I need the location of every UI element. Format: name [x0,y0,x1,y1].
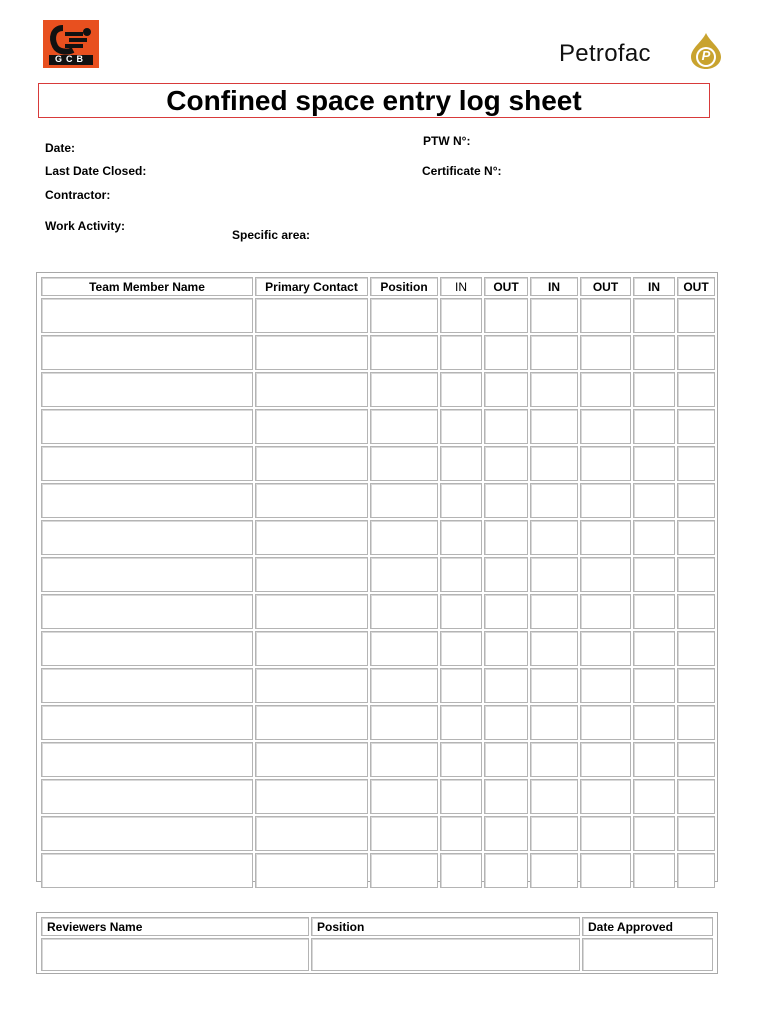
col-out-2: OUT [580,277,631,296]
table-row [41,520,715,555]
table-cell[interactable] [440,483,482,518]
table-cell[interactable] [255,446,368,481]
table-row [41,557,715,592]
table-cell[interactable] [580,668,631,703]
table-row [41,372,715,407]
table-row [41,483,715,518]
table-cell[interactable] [41,742,253,777]
table-cell[interactable] [633,446,675,481]
table-row [41,631,715,666]
table-cell[interactable] [677,335,715,370]
petrofac-mark-letter: P [701,48,711,63]
table-cell[interactable] [530,631,578,666]
col-in-1: IN [440,277,482,296]
table-cell[interactable] [530,298,578,333]
table-cell[interactable] [530,853,578,888]
table-cell[interactable] [311,938,580,971]
table-cell[interactable] [484,816,528,851]
table-cell[interactable] [530,779,578,814]
col-position: Position [370,277,438,296]
title-box [38,83,710,118]
table-cell[interactable] [41,372,253,407]
table-cell[interactable] [440,446,482,481]
table-cell[interactable] [633,779,675,814]
table-cell[interactable] [41,409,253,444]
table-cell[interactable] [41,557,253,592]
table-cell[interactable] [370,668,438,703]
table-cell[interactable] [370,446,438,481]
table-cell[interactable] [484,298,528,333]
table-cell[interactable] [580,483,631,518]
table-cell[interactable] [580,594,631,629]
table-cell[interactable] [484,631,528,666]
table-cell[interactable] [440,298,482,333]
table-cell[interactable] [633,742,675,777]
table-cell[interactable] [530,520,578,555]
table-cell[interactable] [580,631,631,666]
table-cell[interactable] [41,853,253,888]
gcb-logo [43,20,99,68]
table-cell[interactable] [633,520,675,555]
table-cell[interactable] [677,557,715,592]
table-row [41,668,715,703]
table-cell[interactable] [580,705,631,740]
entry-log-grid [39,275,717,890]
table-row [41,594,715,629]
table-cell[interactable] [580,409,631,444]
reviewer-header-row [41,917,713,936]
table-cell[interactable] [580,520,631,555]
table-cell[interactable] [370,298,438,333]
table-cell[interactable] [484,335,528,370]
col-team-member-name: Team Member Name [41,277,253,296]
table-cell[interactable] [370,520,438,555]
table-cell[interactable] [255,298,368,333]
table-cell[interactable] [255,668,368,703]
table-cell[interactable] [633,335,675,370]
table-cell[interactable] [41,816,253,851]
table-cell[interactable] [677,816,715,851]
entry-log-table [36,272,718,882]
work-activity-label: Work Activity: [45,219,126,233]
ptw-number-label: PTW N°: [423,134,471,148]
table-cell[interactable] [440,705,482,740]
table-cell[interactable] [484,594,528,629]
table-cell[interactable] [484,668,528,703]
certificate-number-label: Certificate N°: [422,164,502,178]
table-cell[interactable] [484,742,528,777]
table-cell[interactable] [484,520,528,555]
table-cell[interactable] [677,631,715,666]
table-cell[interactable] [41,298,253,333]
table-cell[interactable] [440,594,482,629]
table-cell[interactable] [530,409,578,444]
table-cell[interactable] [580,816,631,851]
table-cell[interactable] [370,816,438,851]
table-cell[interactable] [440,557,482,592]
col-out-3: OUT [677,277,715,296]
table-row [41,446,715,481]
date-label: Date: [45,141,76,155]
table-row [41,298,715,333]
table-cell[interactable] [580,557,631,592]
table-cell[interactable] [440,372,482,407]
table-cell[interactable] [370,853,438,888]
table-cell[interactable] [255,520,368,555]
petrofac-drop-icon [688,32,724,70]
table-row [41,409,715,444]
table-cell[interactable] [370,372,438,407]
table-cell[interactable] [633,557,675,592]
table-cell[interactable] [41,779,253,814]
table-row [41,705,715,740]
table-cell[interactable] [370,557,438,592]
table-cell[interactable] [633,631,675,666]
table-cell[interactable] [530,372,578,407]
table-row [41,779,715,814]
table-cell[interactable] [484,372,528,407]
table-cell[interactable] [440,409,482,444]
table-cell[interactable] [677,742,715,777]
table-cell[interactable] [677,409,715,444]
table-cell[interactable] [633,483,675,518]
table-cell[interactable] [41,446,253,481]
log-table-header-row [41,277,715,296]
table-cell[interactable] [530,483,578,518]
table-cell[interactable] [440,668,482,703]
table-cell[interactable] [255,409,368,444]
table-cell[interactable] [580,446,631,481]
table-cell[interactable] [530,742,578,777]
table-cell[interactable] [580,779,631,814]
table-cell[interactable] [440,816,482,851]
table-cell[interactable] [370,335,438,370]
table-cell[interactable] [484,483,528,518]
table-cell[interactable] [255,816,368,851]
table-cell[interactable] [440,520,482,555]
table-cell[interactable] [255,557,368,592]
table-cell[interactable] [370,409,438,444]
table-cell[interactable] [255,631,368,666]
col-out-1: OUT [484,277,528,296]
table-cell[interactable] [255,372,368,407]
table-cell[interactable] [633,705,675,740]
table-cell[interactable] [255,335,368,370]
table-cell[interactable] [530,594,578,629]
table-cell[interactable] [255,705,368,740]
col-date-approved: Date Approved [582,917,713,936]
table-cell[interactable] [582,938,713,971]
table-cell[interactable] [677,779,715,814]
table-cell[interactable] [484,705,528,740]
table-cell[interactable] [677,705,715,740]
table-cell[interactable] [255,594,368,629]
table-cell[interactable] [484,779,528,814]
table-cell[interactable] [41,705,253,740]
table-cell[interactable] [41,335,253,370]
reviewer-grid [39,915,715,973]
table-cell[interactable] [530,557,578,592]
table-cell[interactable] [440,742,482,777]
table-row [41,742,715,777]
table-cell[interactable] [633,853,675,888]
table-cell[interactable] [677,594,715,629]
specific-area-label: Specific area: [232,228,311,242]
table-cell[interactable] [677,372,715,407]
last-date-closed-label: Last Date Closed: [45,164,147,178]
table-row [41,816,715,851]
col-in-3: IN [633,277,675,296]
table-cell[interactable] [370,779,438,814]
table-cell[interactable] [633,594,675,629]
table-cell[interactable] [677,483,715,518]
table-cell[interactable] [530,446,578,481]
gcb-logo-text: GCB [55,54,87,64]
table-cell[interactable] [41,631,253,666]
table-cell[interactable] [255,742,368,777]
table-cell[interactable] [484,557,528,592]
table-cell[interactable] [484,446,528,481]
contractor-label: Contractor: [45,188,111,202]
table-cell[interactable] [41,520,253,555]
table-cell[interactable] [440,779,482,814]
col-reviewer-position: Position [311,917,580,936]
table-cell[interactable] [677,446,715,481]
table-cell[interactable] [440,631,482,666]
col-primary-contact: Primary Contact [255,277,368,296]
table-cell[interactable] [530,335,578,370]
table-row [41,853,715,888]
table-cell[interactable] [530,816,578,851]
table-cell[interactable] [633,372,675,407]
table-cell[interactable] [677,853,715,888]
table-cell[interactable] [370,742,438,777]
table-cell[interactable] [580,742,631,777]
table-cell[interactable] [677,668,715,703]
table-row [41,335,715,370]
table-cell[interactable] [580,372,631,407]
table-cell[interactable] [41,938,309,971]
petrofac-logo-text: Petrofac [559,40,651,67]
table-cell[interactable] [370,631,438,666]
table-cell[interactable] [41,594,253,629]
table-cell[interactable] [633,298,675,333]
col-reviewers-name: Reviewers Name [41,917,309,936]
table-cell[interactable] [255,483,368,518]
table-cell[interactable] [633,816,675,851]
table-cell[interactable] [440,853,482,888]
table-cell[interactable] [370,483,438,518]
table-cell[interactable] [484,853,528,888]
table-row [41,938,713,971]
table-cell[interactable] [677,520,715,555]
table-cell[interactable] [41,668,253,703]
table-cell[interactable] [530,705,578,740]
reviewer-table [36,912,718,974]
table-cell[interactable] [255,779,368,814]
table-cell[interactable] [677,298,715,333]
col-in-2: IN [530,277,578,296]
table-cell[interactable] [484,409,528,444]
table-cell[interactable] [633,668,675,703]
page-title: Confined space entry log sheet [166,84,582,116]
table-cell[interactable] [633,409,675,444]
table-cell[interactable] [580,853,631,888]
table-cell[interactable] [580,298,631,333]
table-cell[interactable] [530,668,578,703]
table-cell[interactable] [255,853,368,888]
table-cell[interactable] [370,705,438,740]
table-cell[interactable] [370,594,438,629]
table-cell[interactable] [580,335,631,370]
table-cell[interactable] [41,483,253,518]
table-cell[interactable] [440,335,482,370]
